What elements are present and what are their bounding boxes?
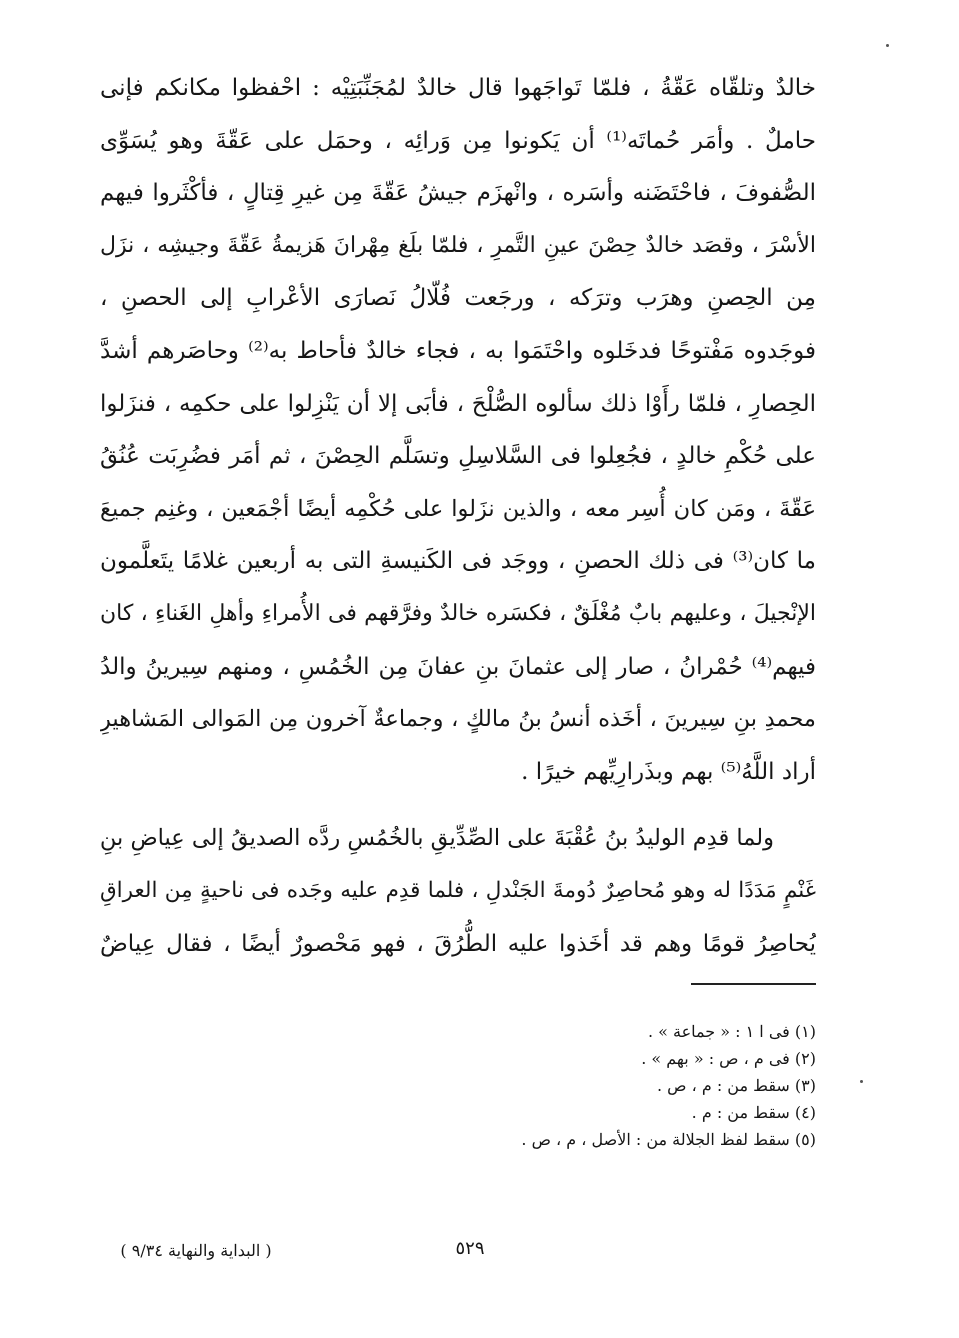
scan-speck [860, 1080, 863, 1083]
text-line: محمدِ بنِ سِيرينَ ، أخَذه أنسُ بنُ مالكٍ ، وجماعةٌ آخرون مِن المَوالى المَشاهيرِ [100, 706, 816, 733]
text-line: ولما قدِم الوليدُ بنُ عُقْبَةَ على الصِّدِّيقِ بالخُمُسِ ردَّه الصديقُ إلى عِياضِ بنِ [100, 825, 774, 852]
text-line: ما كان⁽³⁾ فى ذلك الحصنِ ، ووجَد فى الكَنيسةِ التى به أربعين غلامًا يتَعلَّمون [100, 548, 816, 575]
footnote: (٣) سقط من : م ، ص . [656, 1076, 816, 1095]
text-line: الحِصارِ ، فلمّا رأَوْا ذلك سألوه الصُّلْحَ ، فأبَى إلا أن يَنْزِلوا على حكمِه ، فنزَلوا [100, 390, 816, 417]
footnote-separator [691, 983, 816, 985]
footnote: (٥) سقط لفظ الجلالة من : الأصل ، م ، ص . [521, 1130, 816, 1149]
text-line: مِن الحِصنِ وهرَب وترَكه ، ورجَعت فُلّالُ نَصارَى الأعْرابِ إلى الحصنِ ، [100, 285, 816, 312]
text-line: يُحاصِرُ قومًا وهم قد أخَذوا عليه الطُّرُقَ ، فهو مَحْصورٌ أيضًا ، فقال عِياضٌ [100, 930, 816, 957]
footnote: (٢) فى م ، ص : « بهم » . [641, 1049, 816, 1068]
text-line: الأسْرَ ، وقصَد خالدٌ حِصْنَ عينِ التَّمرِ ، فلمّا بلَغ مِهْرانَ هَزيمةُ عَقّةَ وجيشِه ، نزَل [100, 232, 816, 258]
text-line: على حُكْمِ خالدٍ ، فجُعِلوا فى السَّلاسِلِ وتسَلَّم الحِصْنَ ، ثم أمَر فضُرِبَت عُنُقُ [100, 443, 816, 470]
scan-speck [886, 44, 889, 47]
footnote: (١) فى ا ١ : « جماعة » . [648, 1022, 816, 1041]
text-line: غَنْمٍ مَدَدًا له وهو مُحاصِرٌ دُومةَ الجَنْدلِ ، فلما قدِم عليه وجَده فى ناحيةٍ مِن العراقِ [100, 877, 816, 903]
main-text [100, 62, 816, 970]
text-line: فيهم⁽⁴⁾ حُمْرانُ ، صار إلى عثمانَ بنِ عفانَ مِن الخُمُسِ ، ومنهم سِيرينُ والدُ [100, 653, 816, 680]
footnotes [256, 1018, 816, 1153]
text-line: الإنْجيلَ ، وعليهم بابٌ مُغْلَقٌ ، فكسَره خالدٌ وفرَّقهم فى الأُمراءِ وأهلِ الغَناءِ ، كان [100, 600, 816, 626]
paragraph-gap [100, 798, 816, 812]
text-line: حاملٌ . وأمَر حُماتَه⁽¹⁾ أن يَكونوا مِن وَرائِه ، وحمَل على عَقّةَ وهو يُسَوِّى [100, 127, 816, 154]
page-number: ٥٢٩ [455, 1238, 485, 1259]
footnote: (٤) سقط من : م . [691, 1103, 816, 1122]
text-line: فوجَدوه مَفْتوحًا فدخَلوه واحْتَمَوا به ، فجاء خالدٌ فأحاط به⁽²⁾ وحاصَرهم أشدَّ [100, 337, 816, 364]
book-reference: ( البداية والنهاية ٩/٣٤ ) [120, 1241, 272, 1260]
text-line: أراد اللَّهُ⁽⁵⁾ بهم وبذَرارِيِّهم خيرًا . [521, 758, 816, 785]
text-line: عَقّةَ ، ومَن كان أُسِر معه ، والذين نزَلوا على حُكْمِه أيضًا أجْمَعين ، وغنِم جميعَ [100, 495, 816, 522]
text-line: خالدٌ وتلقّاه عَقّةُ ، فلمّا تَواجَهوا قال خالدٌ لمُجَنِّبَتِيْه : احْفظوا مكانكم فإنى [100, 75, 816, 101]
text-line: الصُّفوفَ ، فاحْتَضَنه وأسَره ، وانْهزَم جيشُ عَقّةَ مِن غيرِ قِتالٍ ، فأكْثَروا فيهم [100, 180, 816, 207]
